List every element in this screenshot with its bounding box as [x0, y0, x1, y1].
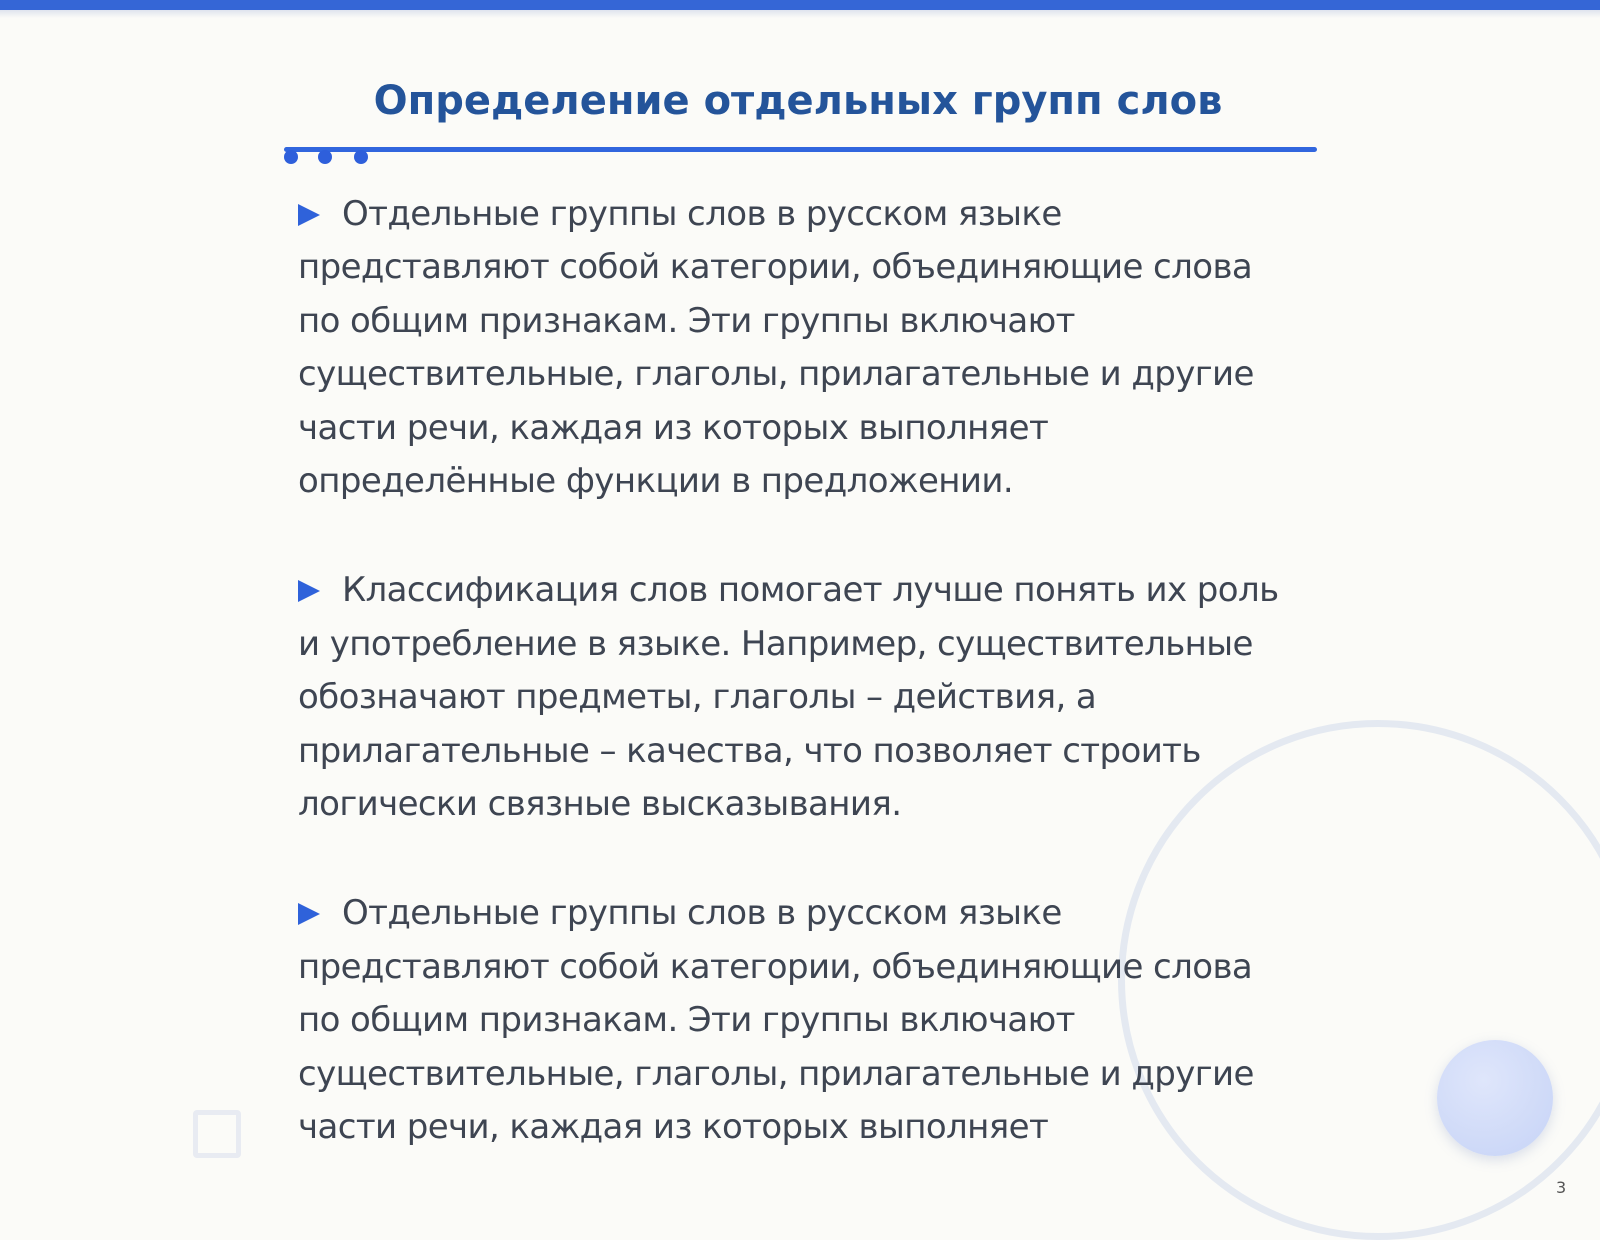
- bullet-paragraph: [298, 887, 1298, 1154]
- underline-dot: [354, 150, 368, 164]
- underline-dot: [284, 150, 298, 164]
- bullet-text: Отдельные группы слов в русском языке представляют собой категории, объединяющие слова по общим признакам. Эти группы включают существительные, глаголы, прилагательные и другие части речи, каждая из которых выполняет: [298, 893, 1254, 1148]
- top-accent-bar: [0, 0, 1600, 10]
- slide-title: Определение отдельных групп слов: [373, 78, 1223, 124]
- bullet-text: Отдельные группы слов в русском языке представляют собой категории, объединяющие слова по общим признакам. Эти группы включают существительные, глаголы, прилагательные и другие части речи, каждая из которых выполняет определённые функции в предложении.: [298, 194, 1254, 502]
- triangle-right-icon: [298, 204, 320, 226]
- bullet-list: [298, 188, 1298, 1211]
- top-bar-shadow: [0, 10, 1600, 18]
- bullet-paragraph: [298, 188, 1298, 508]
- title-underline: [284, 147, 1317, 152]
- decorative-circle: [1437, 1040, 1553, 1156]
- bullet-paragraph: [298, 564, 1298, 831]
- triangle-right-icon: [298, 580, 320, 602]
- decorative-square: [193, 1110, 241, 1158]
- bullet-text: Классификация слов помогает лучше понять их роль и употребление в языке. Например, существительные обозначают предметы, глаголы – действия, а прилагательные – качества, что позволяет строить логически связные высказывания.: [298, 570, 1279, 825]
- underline-dot: [318, 150, 332, 164]
- page-number: 3: [1556, 1178, 1567, 1197]
- triangle-right-icon: [298, 903, 320, 925]
